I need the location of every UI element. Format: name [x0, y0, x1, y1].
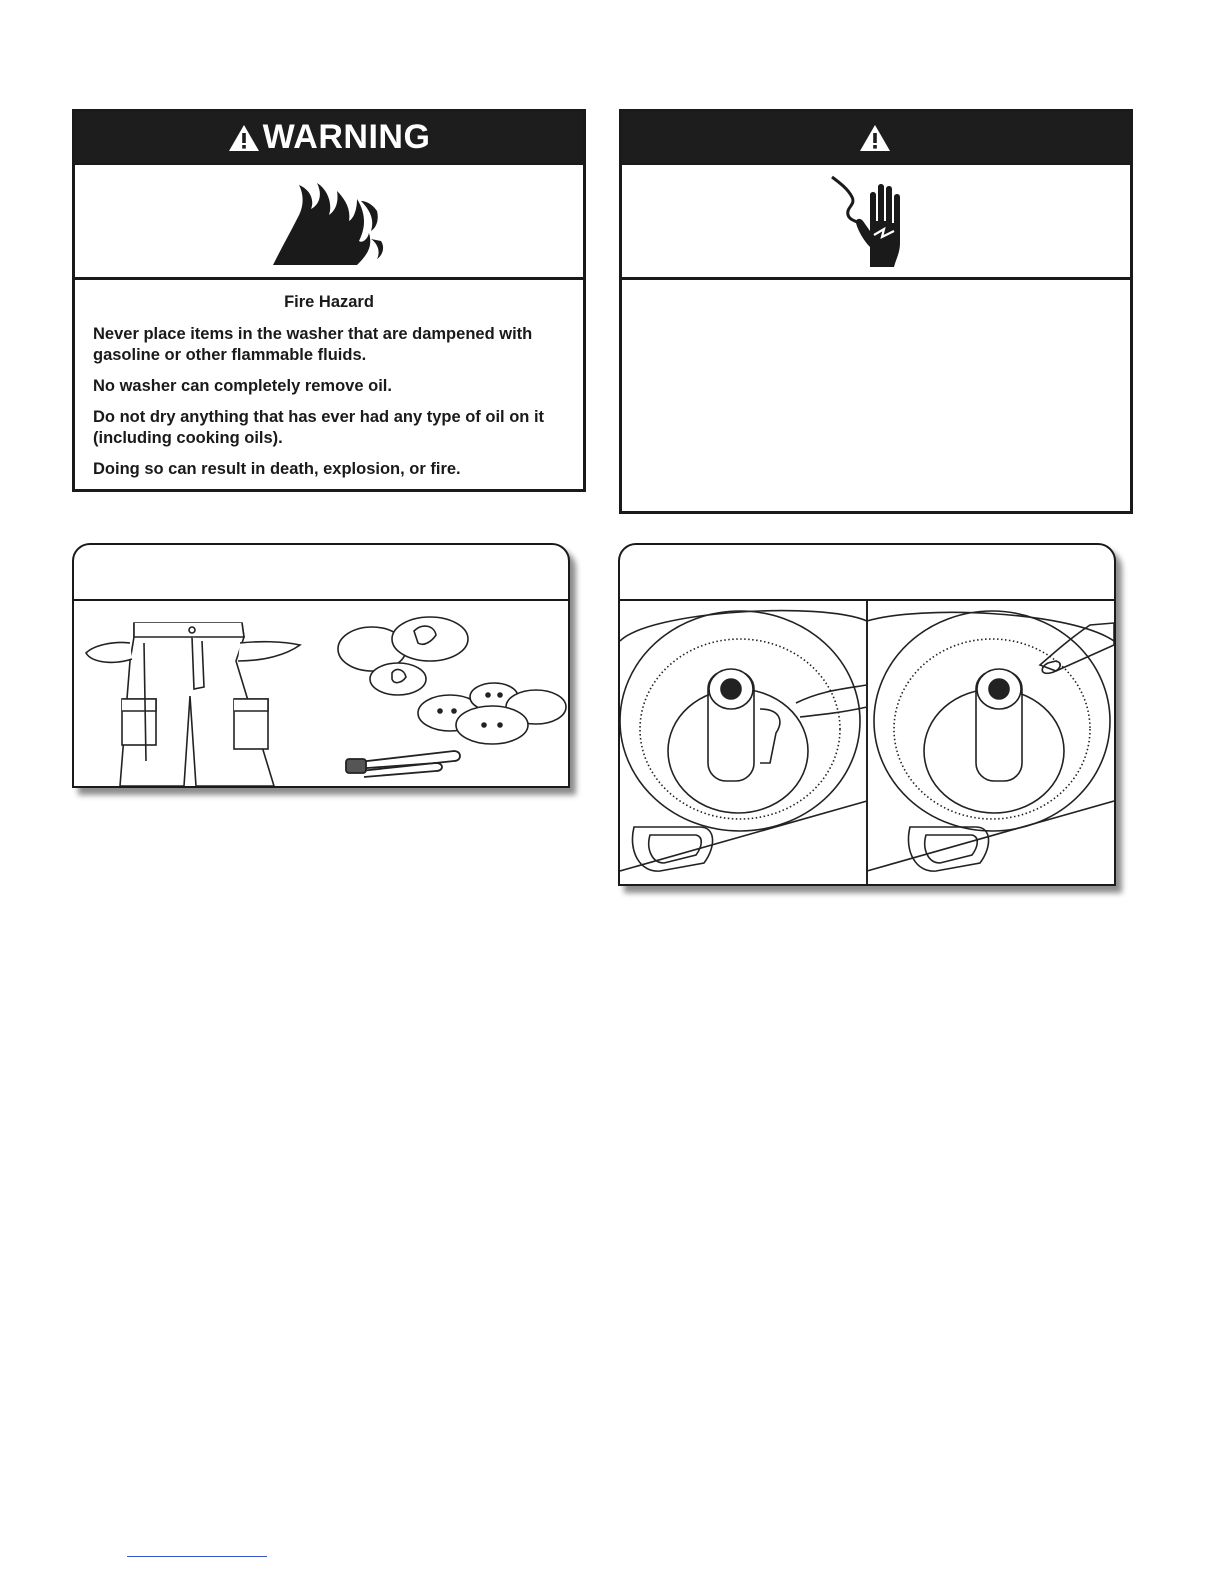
- buttons-icon: [418, 683, 566, 744]
- electric-shock-hand-icon: [826, 173, 926, 269]
- electric-warning-box: [619, 109, 1133, 514]
- pants-icon: [86, 623, 300, 786]
- footer-rule: [127, 1556, 267, 1557]
- safety-pins-icon: [346, 751, 460, 777]
- illustration-caption-area: [74, 545, 568, 601]
- electric-header: [622, 112, 1130, 163]
- electric-icon-row: [622, 163, 1130, 280]
- warning-triangle-icon: [228, 123, 260, 153]
- fire-warning-box: [72, 109, 586, 492]
- warning-paragraph: Do not dry anything that has ever had any type of oil on it (including cooking oils).: [93, 408, 545, 447]
- warning-paragraph: Never place items in the washer that are dampened with gasoline or other flammable fluids.: [93, 325, 533, 364]
- warning-header-text: WARNING: [262, 118, 431, 156]
- fire-icon-row: [75, 163, 583, 280]
- fire-icon: [269, 175, 389, 267]
- warning-paragraph: Doing so can result in death, explosion, or fire.: [93, 460, 461, 478]
- hazard-title: Fire Hazard: [284, 293, 374, 311]
- empty-pockets-illustration: [72, 543, 570, 788]
- pockets-items-drawing: [74, 601, 568, 788]
- washer-basket-drawings: [620, 601, 1114, 886]
- washer-basket-right: [867, 611, 1114, 871]
- warning-paragraph: No washer can completely remove oil.: [93, 377, 392, 395]
- warning-header: [75, 112, 583, 163]
- fire-warning-text: [75, 280, 583, 480]
- warning-triangle-icon: [859, 123, 891, 153]
- washer-basket-left: [620, 611, 867, 872]
- coins-icon: [338, 617, 468, 695]
- illustration-caption-area: [620, 545, 1114, 601]
- remove-items-washer-illustration: [618, 543, 1116, 886]
